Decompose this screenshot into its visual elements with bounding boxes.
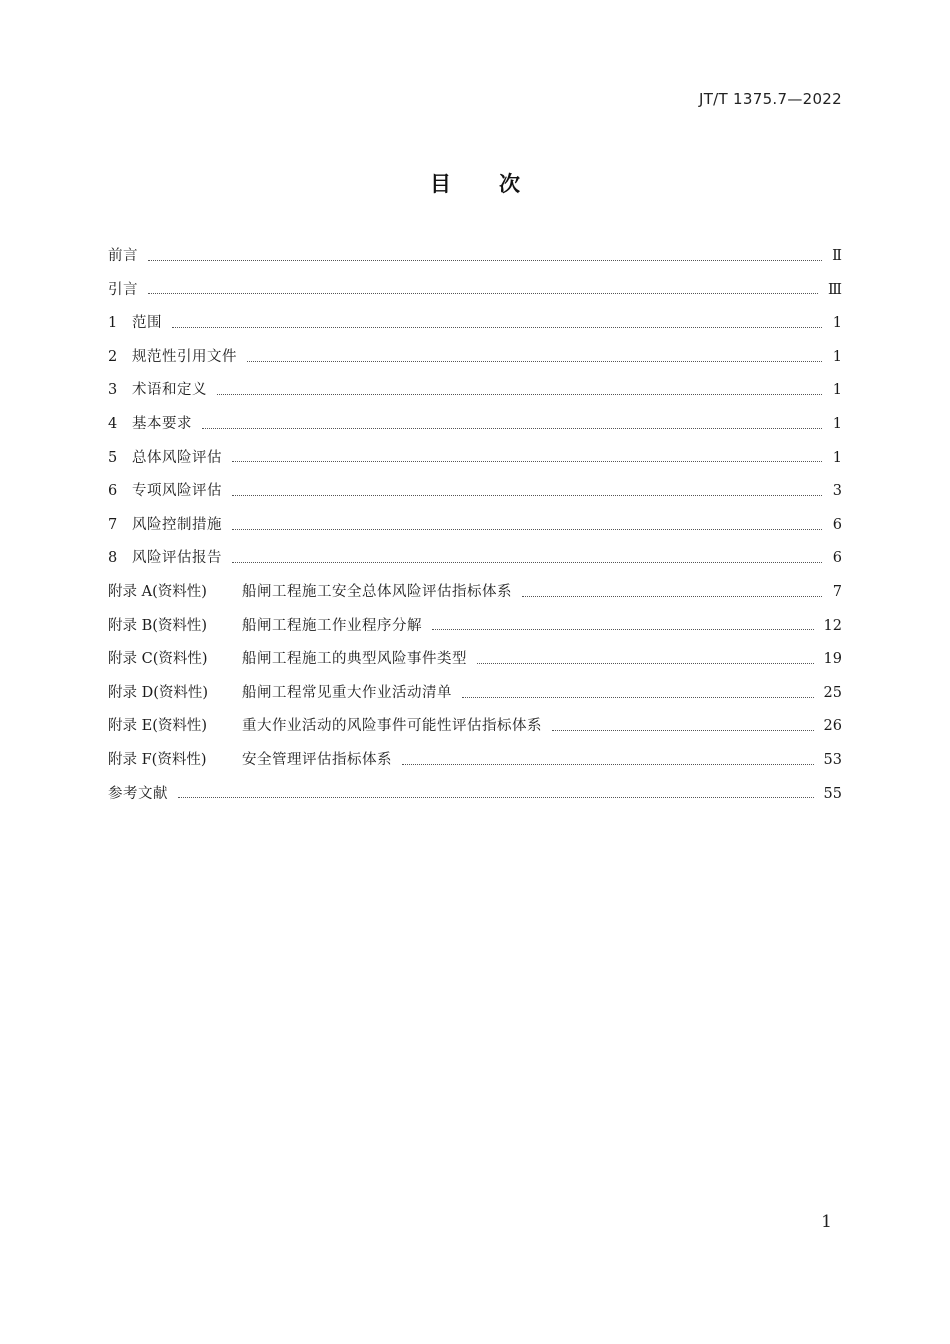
toc-entry-page: Ⅲ — [828, 281, 842, 298]
standard-code: JT/T 1375.7—2022 — [698, 90, 842, 108]
toc-entry-appendix-prefix: 附录 F(资料性) — [108, 751, 207, 768]
toc-entry-label: 船闸工程常见重大作业活动清单 — [242, 684, 452, 701]
toc-entry[interactable] — [108, 778, 842, 812]
toc-entry[interactable] — [108, 677, 842, 711]
toc-leader-dots — [232, 460, 822, 462]
page-title: 目次 — [430, 172, 568, 196]
toc-entry-label: 总体风险评估 — [132, 449, 222, 466]
toc-entry-label: 船闸工程施工的典型风险事件类型 — [242, 651, 467, 668]
toc-entry[interactable] — [108, 374, 842, 408]
toc-entry-page: 1 — [832, 415, 842, 432]
toc-leader-dots — [217, 393, 822, 395]
toc-entry-label: 安全管理评估指标体系 — [242, 751, 392, 768]
toc-entry-label: 风险控制措施 — [132, 516, 222, 533]
toc-entry-number: 6 — [108, 483, 118, 500]
toc-entry-label: 船闸工程施工安全总体风险评估指标体系 — [242, 583, 512, 600]
toc-entry[interactable] — [108, 710, 842, 744]
toc-entry-label: 专项风险评估 — [132, 483, 222, 500]
toc-entry-page: 3 — [832, 483, 842, 500]
toc-leader-dots — [178, 796, 814, 798]
toc-entry[interactable] — [108, 307, 842, 341]
toc-entry-page: Ⅱ — [832, 248, 842, 264]
toc-entry-number: 3 — [108, 382, 118, 399]
table-of-contents — [108, 240, 842, 811]
toc-entry-page: 1 — [832, 382, 842, 399]
toc-entry-label: 引言 — [108, 281, 138, 298]
toc-entry[interactable] — [108, 442, 842, 476]
toc-entry-page: 1 — [832, 348, 842, 365]
toc-leader-dots — [232, 494, 822, 496]
toc-leader-dots — [148, 292, 818, 294]
toc-entry[interactable] — [108, 576, 842, 610]
toc-entry[interactable] — [108, 610, 842, 644]
toc-leader-dots — [247, 360, 822, 362]
toc-entry-appendix-prefix: 附录 B(资料性) — [108, 617, 208, 634]
toc-leader-dots — [148, 259, 822, 261]
toc-entry-number: 8 — [108, 550, 118, 567]
toc-leader-dots — [522, 595, 822, 597]
toc-entry-number: 1 — [108, 315, 118, 332]
toc-entry-label: 前言 — [108, 248, 138, 264]
toc-entry[interactable] — [108, 341, 842, 375]
toc-entry-appendix-prefix: 附录 D(资料性) — [108, 684, 209, 701]
toc-entry[interactable] — [108, 509, 842, 543]
toc-entry-page: 26 — [823, 718, 842, 735]
toc-leader-dots — [202, 427, 822, 429]
toc-leader-dots — [172, 326, 822, 328]
toc-entry-page: 6 — [832, 516, 842, 533]
toc-entry-appendix-prefix: 附录 E(资料性) — [108, 718, 208, 735]
toc-entry-number: 2 — [108, 348, 118, 365]
toc-leader-dots — [477, 662, 814, 664]
toc-leader-dots — [402, 763, 814, 765]
toc-entry-page: 12 — [823, 617, 842, 634]
toc-entry[interactable] — [108, 408, 842, 442]
toc-entry-page: 1 — [832, 315, 842, 332]
toc-entry-appendix-prefix: 附录 A(资料性) — [108, 583, 207, 600]
toc-entry-label: 规范性引用文件 — [132, 348, 237, 365]
toc-leader-dots — [232, 528, 822, 530]
toc-entry[interactable] — [108, 475, 842, 509]
toc-entry-appendix-prefix: 附录 C(资料性) — [108, 651, 208, 668]
toc-entry-page: 19 — [823, 651, 842, 668]
toc-entry-label: 重大作业活动的风险事件可能性评估指标体系 — [242, 718, 542, 735]
toc-leader-dots — [552, 729, 814, 731]
toc-entry-label: 基本要求 — [132, 415, 192, 432]
toc-entry-page: 1 — [832, 449, 842, 466]
toc-entry[interactable] — [108, 744, 842, 778]
toc-entry-page: 25 — [823, 684, 842, 701]
toc-entry-label: 参考文献 — [108, 785, 168, 802]
toc-entry[interactable] — [108, 643, 842, 677]
toc-entry-number: 7 — [108, 516, 118, 533]
toc-entry-page: 7 — [832, 583, 842, 600]
toc-entry-label: 术语和定义 — [132, 382, 207, 399]
toc-entry-label: 范围 — [132, 315, 162, 332]
toc-entry-page: 6 — [832, 550, 842, 567]
toc-leader-dots — [232, 561, 822, 563]
toc-leader-dots — [432, 628, 814, 630]
page-number: 1 — [821, 1212, 832, 1232]
toc-entry-page: 53 — [823, 751, 842, 768]
toc-leader-dots — [462, 696, 814, 698]
toc-entry-number: 5 — [108, 449, 118, 466]
toc-entry[interactable] — [108, 240, 842, 274]
toc-entry[interactable] — [108, 542, 842, 576]
toc-entry-number: 4 — [108, 415, 118, 432]
toc-entry-label: 船闸工程施工作业程序分解 — [242, 617, 422, 634]
toc-entry-page: 55 — [823, 785, 842, 802]
toc-entry-label: 风险评估报告 — [132, 550, 222, 567]
toc-entry[interactable] — [108, 274, 842, 308]
